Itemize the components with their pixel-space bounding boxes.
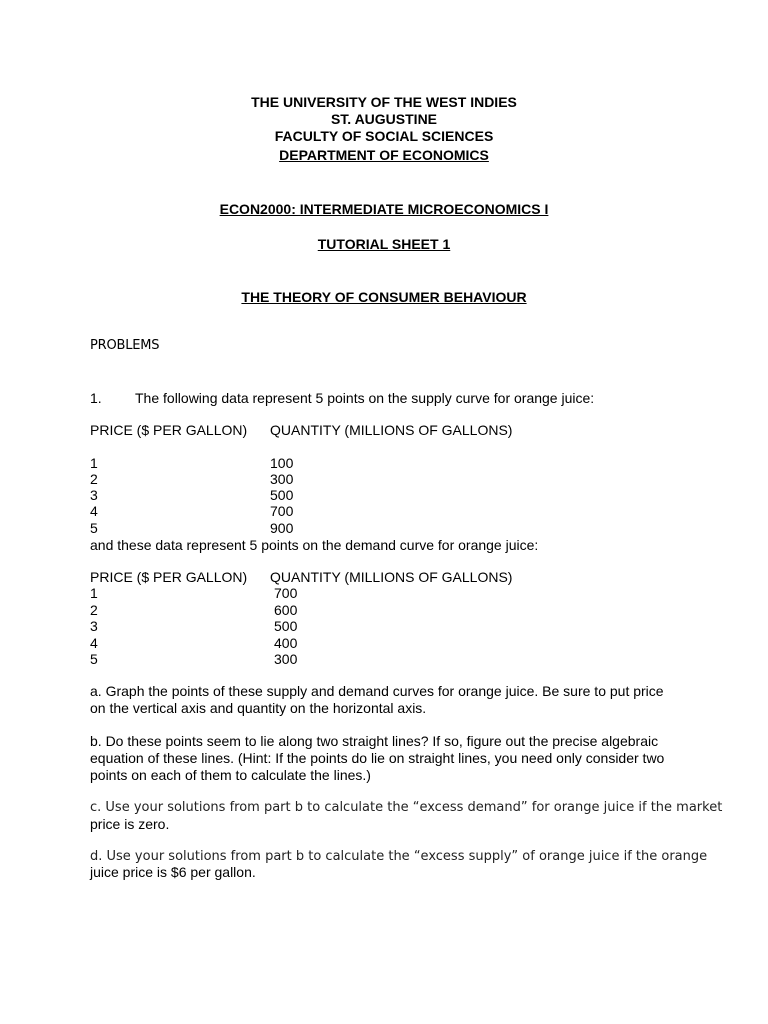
topic-title-wrap (0, 289, 768, 306)
part-c-line1: c. Use your solutions from part b to calculate the “excess demand” for orange juice if the market (90, 800, 723, 815)
supply-row-quantity: 300 (270, 471, 294, 487)
demand-row-price: 5 (90, 651, 98, 667)
demand-price-header: PRICE ($ PER GALLON) (90, 569, 248, 585)
demand-row-quantity: 600 (274, 602, 298, 618)
part-d-line1: d. Use your solutions from part b to calculate the “excess supply” of orange juice if the orange (90, 849, 708, 864)
supply-quantity-header: QUANTITY (MILLIONS OF GALLONS) (270, 422, 513, 438)
demand-row-quantity: 500 (274, 618, 298, 634)
part-d-line2: juice price is $6 per gallon. (90, 864, 256, 880)
part-a-text: a. Graph the points of these supply and demand curves for orange juice. Be sure to put price on the vertical axis and quantity on the horizontal axis. (90, 683, 664, 716)
sheet-title-wrap (0, 236, 768, 253)
supply-row-price: 4 (90, 503, 98, 519)
course-title-wrap (0, 201, 768, 218)
campus-title: ST. AUGUSTINE (330, 111, 438, 127)
demand-row-quantity: 300 (274, 651, 298, 667)
supply-row-quantity: 100 (270, 455, 294, 471)
university-title: THE UNIVERSITY OF THE WEST INDIES (251, 94, 517, 110)
demand-row-price: 2 (90, 602, 98, 618)
question-intro: The following data represent 5 points on the supply curve for orange juice: (135, 390, 595, 406)
supply-row-price: 1 (90, 455, 98, 471)
demand-row-price: 4 (90, 635, 98, 651)
supply-row-price: 5 (90, 520, 98, 536)
supply-price-header: PRICE ($ PER GALLON) (90, 422, 248, 438)
part-c-line2: price is zero. (90, 816, 170, 832)
sheet-title: TUTORIAL SHEET 1 (317, 236, 451, 252)
supply-row-quantity: 500 (270, 487, 294, 503)
demand-row-price: 3 (90, 618, 98, 634)
question-number: 1. (90, 390, 102, 406)
demand-row-quantity: 700 (274, 585, 298, 601)
demand-quantity-header: QUANTITY (MILLIONS OF GALLONS) (270, 569, 513, 585)
demand-row-price: 1 (90, 585, 98, 601)
topic-title: THE THEORY OF CONSUMER BEHAVIOUR (241, 289, 527, 305)
department-title: DEPARTMENT OF ECONOMICS (279, 147, 489, 163)
supply-row-price: 3 (90, 487, 98, 503)
faculty-title: FACULTY OF SOCIAL SCIENCES (274, 128, 494, 144)
supply-row-quantity: 700 (270, 503, 294, 519)
problems-heading: PROBLEMS (90, 338, 160, 353)
part-b-text: b. Do these points seem to lie along two straight lines? If so, figure out the precise algebraic equation of these lines. (Hint: If the points do lie on straight lines, you need only consider two points on each of them to calculate the lines.) (90, 733, 665, 783)
demand-intro: and these data represent 5 points on the demand curve for orange juice: (90, 537, 539, 553)
department-title-wrap (0, 147, 768, 164)
demand-row-quantity: 400 (274, 635, 298, 651)
course-title: ECON2000: INTERMEDIATE MICROECONOMICS I (219, 201, 549, 217)
supply-row-price: 2 (90, 471, 98, 487)
supply-row-quantity: 900 (270, 520, 294, 536)
